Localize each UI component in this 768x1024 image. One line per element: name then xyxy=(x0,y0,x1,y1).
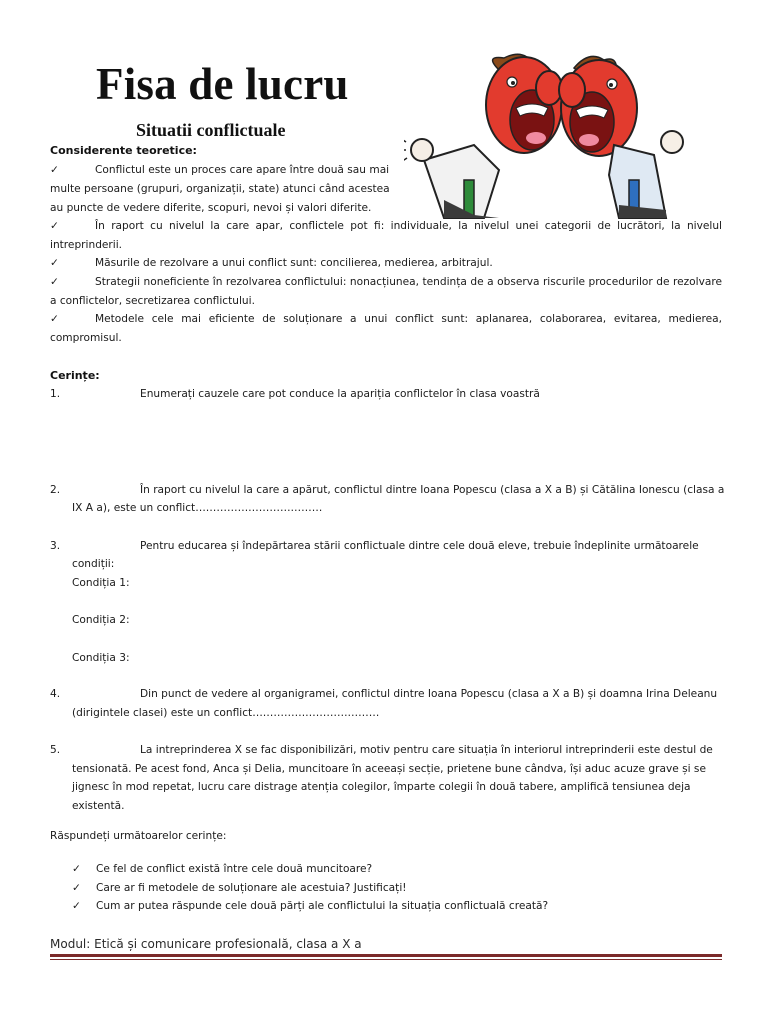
question-3-number: 3. xyxy=(50,540,61,552)
question-4-number: 4. xyxy=(50,688,61,700)
footer-rule-thick xyxy=(50,954,722,957)
check-mark: ✓ xyxy=(72,900,81,912)
check-mark: ✓ xyxy=(50,257,59,269)
check-mark: ✓ xyxy=(50,220,59,232)
theory-bullet-4-text: Strategii noneficiente în rezolvarea conflictului: nonacțiunea, tendința de a observa riscurile procedurilor de rezolvare a conflictelor, secretizarea conflictului. xyxy=(50,276,722,307)
sub-question-1-text: Ce fel de conflict există între cele două muncitoare? xyxy=(96,863,373,875)
check-mark: ✓ xyxy=(72,882,81,894)
check-mark: ✓ xyxy=(50,276,59,288)
theory-bullet-3-text: Măsurile de rezolvare a unui conflict sunt: concilierea, medierea, arbitrajul. xyxy=(95,257,493,269)
sub-question-2 xyxy=(72,879,407,898)
question-3-line-2: condiții: xyxy=(72,558,115,570)
theory-heading: Considerente teoretice: xyxy=(50,144,197,157)
page-footer: Modul: Etică și comunicare profesională, clasa a X a xyxy=(50,937,362,951)
check-mark: ✓ xyxy=(50,313,59,325)
theory-check-1: ✓ xyxy=(50,164,59,176)
condition-1-label: Condiția 1: xyxy=(72,577,130,589)
requirements-heading: Cerințe: xyxy=(50,369,100,382)
theory-bullet-5 xyxy=(50,310,722,347)
check-mark: ✓ xyxy=(72,863,81,875)
sub-question-1 xyxy=(72,860,372,879)
sub-question-2-text: Care ar fi metodele de soluționare ale acestuia? Justificați! xyxy=(96,882,407,894)
question-1-number: 1. xyxy=(50,388,61,400)
question-2-line-2: IX A a), este un conflict……………………………… xyxy=(72,502,323,514)
condition-3-label: Condiția 3: xyxy=(72,652,130,664)
question-4-line-2: (dirigintele clasei) este un conflict……………………………… xyxy=(72,707,380,719)
question-5-line-3: jignesc în mod repetat, lucru care distrage atenția colegilor, împarte colegii în două tabere, amplifică tensiunea deja xyxy=(72,781,691,793)
question-4-line-1: Din punct de vedere al organigramei, conflictul dintre Ioana Popescu (clasa a X a B) și doamna Irina Deleanu xyxy=(140,688,718,700)
question-2-line-1: În raport cu nivelul la care a apărut, conflictul dintre Ioana Popescu (clasa a X a B) și Cătălina Ionescu (clasa a xyxy=(140,484,725,496)
theory-bullet-1-line-1: Conflictul este un proces care apare între două sau mai xyxy=(95,164,390,176)
question-3-line-1: Pentru educarea și îndepărtarea stării conflictuale dintre cele două eleve, trebuie îndeplinite următoarele xyxy=(140,540,699,552)
theory-bullet-1-line-3: au puncte de vedere diferite, scopuri, nevoi și valori diferite. xyxy=(50,202,372,214)
arguing-men-illustration xyxy=(404,50,724,220)
footer-rule-thin xyxy=(50,959,722,960)
question-5-line-1: La intreprinderea X se fac disponibilizări, motiv pentru care situația în interiorul intreprinderii este destul de xyxy=(140,744,713,756)
theory-bullet-4 xyxy=(50,273,722,310)
theory-bullet-3 xyxy=(50,254,722,273)
sub-question-3 xyxy=(72,897,548,916)
theory-bullet-5-text: Metodele cele mai eficiente de soluționare a unui conflict sunt: aplanarea, colaborarea, evitarea, medierea, compromisul. xyxy=(50,313,722,344)
question-5-line-4: existentă. xyxy=(72,800,125,812)
page-subtitle: Situatii conflictuale xyxy=(136,120,286,140)
condition-2-label: Condiția 2: xyxy=(72,614,130,626)
theory-bullet-1-line-2: multe persoane (grupuri, organizații, state) atunci când acestea xyxy=(50,183,390,195)
theory-bullet-2 xyxy=(50,217,722,254)
answer-intro: Răspundeți următoarelor cerințe: xyxy=(50,830,227,842)
question-2-number: 2. xyxy=(50,484,61,496)
theory-bullet-2-text: În raport cu nivelul la care apar, conflictele pot fi: individuale, la nivelul unei categorii de lucrători, la nivelul intreprinderii. xyxy=(50,220,722,251)
sub-question-3-text: Cum ar putea răspunde cele două părți ale conflictului la situația conflictuală creată? xyxy=(96,900,549,912)
page-title: Fisa de lucru xyxy=(96,59,349,109)
question-1-text: Enumerați cauzele care pot conduce la apariția conflictelor în clasa voastră xyxy=(140,388,540,400)
question-5-line-2: tensionată. Pe acest fond, Anca și Delia, muncitoare în aceeași secție, prietene bune cândva, își aduc acuze grave și se xyxy=(72,763,706,775)
question-5-number: 5. xyxy=(50,744,61,756)
